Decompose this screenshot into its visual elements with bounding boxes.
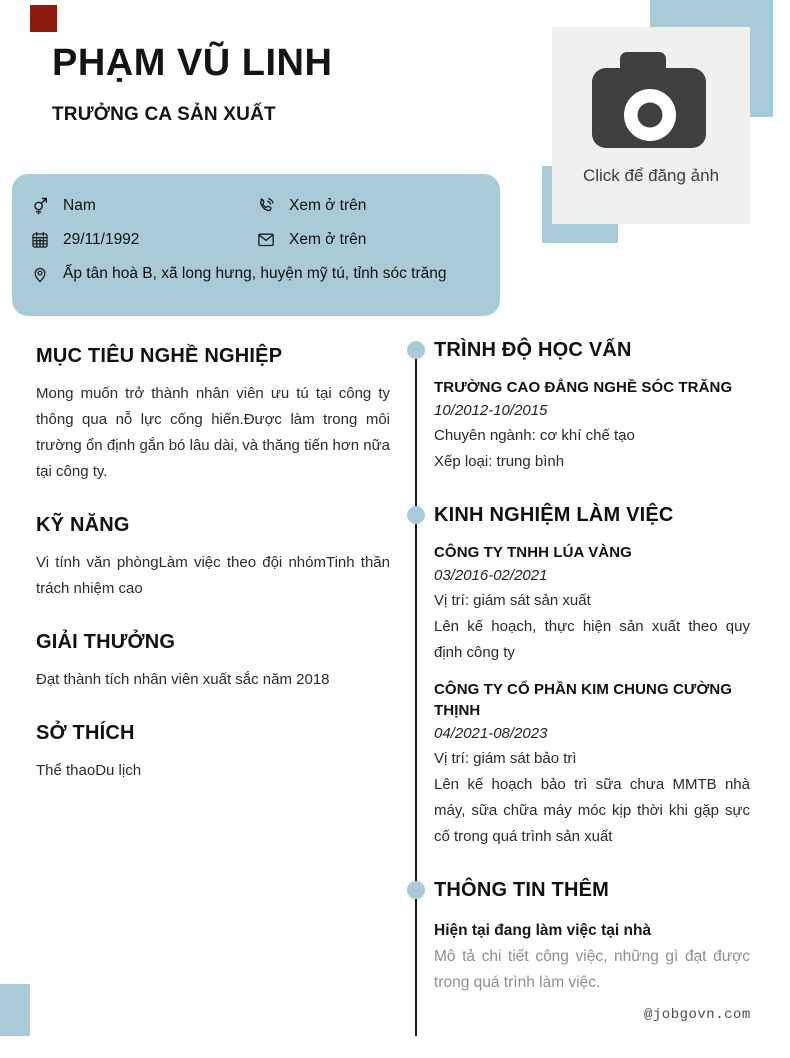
education-grade: Xếp loại: trung bình [434, 453, 565, 470]
dob-value: 29/11/1992 [63, 231, 140, 248]
calendar-icon [30, 230, 50, 250]
section-title-objective: MỤC TIÊU NGHỀ NGHIỆP [36, 345, 283, 367]
column-divider-line [415, 356, 417, 1036]
section-title-skills: KỸ NĂNG [36, 514, 130, 536]
gender-value: Nam [63, 197, 96, 214]
additional-info-placeholder: Mô tả chi tiết công việc, những gì đạt được trong quá trình làm việc. [434, 948, 750, 991]
education-major: Chuyên ngành: cơ khí chế tạo [434, 427, 635, 444]
section-title-additional-info: THÔNG TIN THÊM [434, 876, 750, 904]
timeline-bullet [407, 881, 425, 899]
section-education [434, 336, 750, 475]
address-field [30, 264, 446, 284]
job-dates: 03/2016-02/2021 [434, 567, 548, 584]
phone-value: Xem ở trên [289, 197, 367, 214]
gender-field [30, 196, 256, 216]
left-column [36, 342, 390, 784]
site-watermark: @jobgovn.com [644, 1007, 751, 1023]
phone-icon [256, 196, 276, 216]
company-name: CÔNG TY TNHH LÚA VÀNG [434, 544, 632, 561]
corner-accent-red [30, 5, 57, 32]
envelope-icon [256, 230, 276, 250]
section-body-awards: Đạt thành tích nhân viên xuất sắc năm 2018 [36, 671, 330, 688]
education-entry [434, 377, 750, 475]
location-pin-icon [30, 264, 50, 284]
camera-icon [592, 52, 706, 152]
job-position: Vị trí: giám sát sản xuất [434, 592, 591, 609]
job-description: Lên kế hoạch bảo trì sữa chưa MMTB nhà máy, sữa chữa máy móc kịp thời khi gặp sực cố trong quá trình sản xuất [434, 776, 750, 845]
email-value: Xem ở trên [289, 231, 367, 248]
job-description: Lên kế hoạch, thực hiện sản xuất theo quy định công ty [434, 618, 750, 661]
candidate-job-title: TRƯỞNG CA SẢN XUẤT [52, 104, 276, 125]
education-dates: 10/2012-10/2015 [434, 402, 548, 419]
address-value: Ấp tân hoà B, xã long hưng, huyện mỹ tú, tỉnh sóc trăng [63, 265, 447, 282]
email-field [256, 230, 366, 250]
job-position: Vị trí: giám sát bảo trì [434, 750, 577, 767]
timeline-bullet [407, 341, 425, 359]
section-title-hobbies: SỞ THÍCH [36, 722, 135, 744]
corner-accent-blue [0, 984, 30, 1036]
company-name: CÔNG TY CỔ PHẦN KIM CHUNG CƯỜNG THỊNH [434, 681, 733, 719]
job-dates: 04/2021-08/2023 [434, 725, 548, 742]
phone-field [256, 196, 366, 216]
section-title-awards: GIẢI THƯỞNG [36, 631, 176, 653]
photo-upload-caption: Click để đăng ảnh [582, 166, 720, 185]
info-row [30, 264, 484, 284]
dob-field [30, 230, 256, 250]
section-body-hobbies: Thể thaoDu lịch [36, 762, 142, 779]
right-column [434, 336, 750, 996]
gender-icon [30, 196, 50, 216]
personal-info-box [12, 174, 500, 316]
section-body-objective: Mong muốn trở thành nhân viên ưu tú tại công ty thông qua nỗ lực cống hiến.Được làm trong môi trường ổn định gắn bó lâu dài, và thăng tiến hơn nữa tại công ty. [36, 385, 390, 480]
section-title-education: TRÌNH ĐỘ HỌC VẤN [434, 336, 750, 364]
section-title-experience: KINH NGHIỆM LÀM VIỆC [434, 501, 750, 529]
section-experience [434, 501, 750, 850]
experience-entry [434, 542, 750, 666]
info-row [30, 196, 484, 216]
additional-info-status: Hiện tại đang làm việc tại nhà [434, 922, 652, 939]
section-body-skills: Vi tính văn phòngLàm việc theo đội nhómTinh thần trách nhiệm cao [36, 554, 390, 597]
experience-entry [434, 679, 750, 850]
photo-upload-area[interactable] [552, 27, 750, 224]
info-row [30, 230, 484, 250]
school-name: TRƯỜNG CAO ĐẲNG NGHỀ SÓC TRĂNG [434, 379, 733, 396]
section-additional-info [434, 876, 750, 996]
timeline-bullet [407, 506, 425, 524]
candidate-name: PHẠM VŨ LINH [52, 42, 333, 84]
